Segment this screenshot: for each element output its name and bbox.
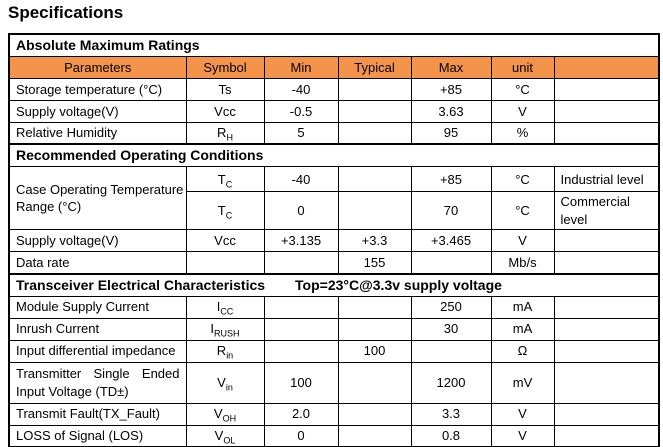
- note-cell: [554, 122, 659, 144]
- min-cell: 0: [264, 425, 338, 447]
- section-title-absolute-maximum-ratings: Absolute Maximum Ratings: [9, 34, 659, 56]
- column-header-blank: [554, 56, 659, 78]
- specifications-table: [8, 33, 660, 447]
- max-cell: 3.63: [411, 100, 491, 122]
- min-cell: [264, 252, 338, 274]
- note-cell: Industrial level: [554, 167, 659, 192]
- typical-cell: [338, 100, 411, 122]
- min-cell: 0: [264, 192, 338, 230]
- param-cell: Transmitter Single Ended Input Voltage (TD±): [9, 362, 186, 403]
- unit-cell: °C: [491, 192, 554, 230]
- param-cell: Case Operating Temperature Range (°C): [9, 167, 186, 230]
- table-row: [9, 100, 659, 122]
- note-cell: [554, 362, 659, 403]
- max-cell: 30: [411, 318, 491, 340]
- column-header-symbol: Symbol: [186, 56, 264, 78]
- symbol-cell: $R_H$: [186, 122, 264, 144]
- param-cell: Input differential impedance: [9, 340, 186, 362]
- column-header-min: Min: [264, 56, 338, 78]
- note-cell: [554, 252, 659, 274]
- max-cell: [411, 340, 491, 362]
- unit-cell: mA: [491, 318, 554, 340]
- section-title-text: Transceiver Electrical Characteristics: [16, 276, 266, 293]
- typical-cell: [338, 167, 411, 192]
- min-cell: [264, 340, 338, 362]
- param-cell: Supply voltage(V): [9, 100, 186, 122]
- note-cell: [554, 403, 659, 425]
- table-row: [9, 230, 659, 252]
- typical-cell: [338, 192, 411, 230]
- param-cell: Supply voltage(V): [9, 230, 186, 252]
- note-cell: [554, 230, 659, 252]
- table-row: [9, 340, 659, 362]
- unit-cell: %: [491, 122, 554, 144]
- unit-cell: mV: [491, 362, 554, 403]
- typical-cell: [338, 78, 411, 100]
- table-row: [9, 252, 659, 274]
- unit-cell: Mb/s: [491, 252, 554, 274]
- column-header-typical: Typical: [338, 56, 411, 78]
- note-cell: [554, 100, 659, 122]
- column-header-unit: unit: [491, 56, 554, 78]
- column-header-parameters: Parameters: [9, 56, 186, 78]
- min-cell: 5: [264, 122, 338, 144]
- note-cell: [554, 296, 659, 318]
- unit-cell: °C: [491, 78, 554, 100]
- param-cell: Data rate: [9, 252, 186, 274]
- note-cell: [554, 78, 659, 100]
- table-row: [9, 403, 659, 425]
- section-title-transceiver-electrical-characteristics: [9, 274, 659, 296]
- min-cell: [264, 318, 338, 340]
- column-header-row: [9, 56, 659, 78]
- column-header-max: Max: [411, 56, 491, 78]
- unit-cell: °C: [491, 167, 554, 192]
- note-cell: [554, 340, 659, 362]
- typical-cell: 100: [338, 340, 411, 362]
- min-cell: 100: [264, 362, 338, 403]
- max-cell: 95: [411, 122, 491, 144]
- typical-cell: [338, 318, 411, 340]
- param-cell: LOSS of Signal (LOS): [9, 425, 186, 447]
- section-title-recommended-operating-conditions: Recommended Operating Conditions: [9, 144, 659, 166]
- section-header-row: [9, 274, 659, 296]
- typical-cell: +3.3: [338, 230, 411, 252]
- symbol-cell: [186, 252, 264, 274]
- unit-cell: mA: [491, 296, 554, 318]
- param-cell: Module Supply Current: [9, 296, 186, 318]
- table-row: [9, 122, 659, 144]
- min-cell: 2.0: [264, 403, 338, 425]
- unit-cell: Ω: [491, 340, 554, 362]
- typical-cell: [338, 122, 411, 144]
- table-row: [9, 296, 659, 318]
- max-cell: 3.3: [411, 403, 491, 425]
- max-cell: +3.465: [411, 230, 491, 252]
- unit-cell: V: [491, 230, 554, 252]
- symbol-cell: $V_{OH}$: [186, 403, 264, 425]
- typical-cell: 155: [338, 252, 411, 274]
- note-cell: [554, 425, 659, 447]
- symbol-cell: $R_{in}$: [186, 340, 264, 362]
- max-cell: [411, 252, 491, 274]
- param-cell: Inrush Current: [9, 318, 186, 340]
- table-row: [9, 425, 659, 447]
- param-cell: Transmit Fault(TX_Fault): [9, 403, 186, 425]
- page-title: Specifications: [8, 3, 124, 22]
- symbol-cell: $T_C$: [186, 192, 264, 230]
- note-cell: [554, 318, 659, 340]
- typical-cell: [338, 403, 411, 425]
- param-cell: Storage temperature (°C): [9, 78, 186, 100]
- min-cell: +3.135: [264, 230, 338, 252]
- max-cell: +85: [411, 167, 491, 192]
- symbol-cell: $V_{in}$: [186, 362, 264, 403]
- note-cell: Commercial level: [554, 192, 659, 230]
- table-row: [9, 78, 659, 100]
- min-cell: -40: [264, 78, 338, 100]
- min-cell: -40: [264, 167, 338, 192]
- symbol-cell: $T_C$: [186, 167, 264, 192]
- symbol-cell: Vcc: [186, 230, 264, 252]
- min-cell: -0.5: [264, 100, 338, 122]
- typical-cell: [338, 362, 411, 403]
- symbol-cell: $I_{RUSH}$: [186, 318, 264, 340]
- max-cell: 250: [411, 296, 491, 318]
- symbol-cell: $I_{CC}$: [186, 296, 264, 318]
- symbol-cell: Ts: [186, 78, 264, 100]
- max-cell: 70: [411, 192, 491, 230]
- min-cell: [264, 296, 338, 318]
- section-title-note: Top=23°C@3.3v supply voltage: [295, 276, 502, 293]
- unit-cell: V: [491, 100, 554, 122]
- max-cell: +85: [411, 78, 491, 100]
- param-cell: Relative Humidity: [9, 122, 186, 144]
- section-header-row: [9, 144, 659, 166]
- table-row: [9, 362, 659, 403]
- unit-cell: V: [491, 425, 554, 447]
- max-cell: 1200: [411, 362, 491, 403]
- typical-cell: [338, 296, 411, 318]
- section-header-row: [9, 34, 659, 56]
- symbol-cell: Vcc: [186, 100, 264, 122]
- unit-cell: V: [491, 403, 554, 425]
- typical-cell: [338, 425, 411, 447]
- symbol-cell: $V_{OL}$: [186, 425, 264, 447]
- max-cell: 0.8: [411, 425, 491, 447]
- table-row: [9, 167, 659, 192]
- table-row: [9, 318, 659, 340]
